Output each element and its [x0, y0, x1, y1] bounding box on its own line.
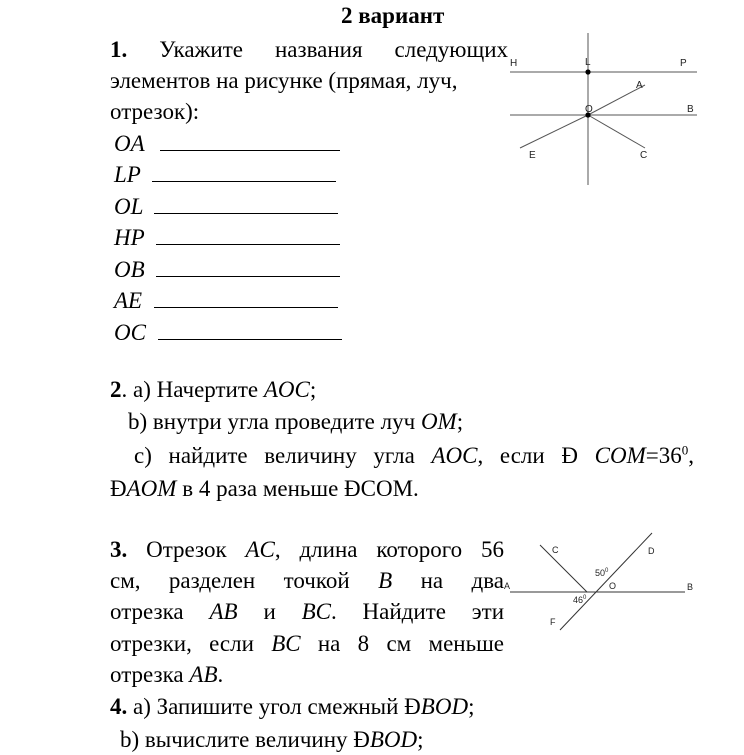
text: на два — [420, 568, 504, 593]
answer-row — [114, 222, 340, 253]
text: b) вычислите величину Ð — [120, 727, 370, 752]
text: . — [217, 662, 224, 687]
task-1-line-2: элементов на рисунке (прямая, луч, — [110, 68, 458, 93]
label-h: H — [510, 58, 518, 69]
answer-row — [114, 159, 336, 190]
text: отрезки, если — [110, 631, 272, 656]
point-l — [585, 69, 590, 74]
segment-name: AB — [209, 599, 238, 624]
label-e: E — [529, 150, 536, 161]
line-fd — [560, 533, 652, 630]
angle-name: AOC — [431, 443, 478, 468]
task-4-number: 4. — [110, 694, 128, 719]
answer-blank[interactable] — [154, 287, 338, 308]
text: ; — [309, 377, 317, 402]
answer-blank[interactable] — [152, 161, 336, 182]
text: ; — [456, 409, 464, 434]
text: отрезка — [110, 662, 190, 687]
angle-name: AOM — [126, 476, 177, 501]
task-3-figure — [500, 528, 700, 638]
task-2-line-a — [110, 374, 316, 405]
text: b) внутри угла проведите луч — [128, 409, 421, 434]
text: , — [688, 443, 695, 468]
task-1-line-1 — [110, 34, 508, 65]
answer-label: OC — [114, 320, 146, 345]
task-4-line-a — [110, 691, 474, 722]
line-cd — [540, 545, 587, 592]
angle-46: $46^0$ — [573, 595, 587, 605]
text: , если Ð — [477, 443, 578, 468]
label-o: O — [609, 581, 617, 591]
task-2-line-b — [128, 406, 463, 437]
label-a: A — [636, 80, 643, 91]
ray-name: OM — [420, 409, 457, 434]
ray-oc — [588, 115, 645, 148]
answer-row — [114, 254, 340, 285]
answer-blank[interactable] — [158, 319, 342, 340]
text: на 8 см меньше — [317, 631, 504, 656]
segment-name: AC — [245, 537, 275, 562]
task-3-line-3 — [110, 596, 504, 627]
task-2-line-c — [134, 440, 694, 471]
task-2-number: 2 — [110, 377, 122, 402]
task-2-line-d — [110, 473, 419, 504]
angle-name: COM — [594, 443, 646, 468]
angle-name: BOD — [420, 694, 469, 719]
angle-name: BOD — [369, 727, 418, 752]
label-c: C — [640, 150, 648, 161]
task-3-number: 3. — [110, 537, 128, 562]
text: ; — [468, 694, 475, 719]
task-1-text-1: Укажите названия следующих — [159, 37, 508, 62]
ray-oe — [520, 115, 588, 148]
task-3-line-1 — [110, 534, 504, 565]
label-d: D — [648, 546, 655, 556]
answer-label: AE — [114, 288, 143, 313]
segment-name: BC — [301, 599, 331, 624]
task-4-line-b — [120, 724, 424, 755]
answer-label: OB — [114, 257, 145, 282]
task-1-number: 1. — [110, 37, 128, 62]
task-3-line-2 — [110, 565, 504, 596]
answer-label: HP — [114, 225, 145, 250]
text: . а) Начертите — [121, 377, 264, 402]
angle-symbol: Ð — [110, 476, 127, 501]
label-l: L — [585, 57, 591, 68]
answer-blank[interactable] — [154, 193, 338, 214]
answer-blank[interactable] — [156, 224, 340, 245]
segment-name: BC — [271, 631, 301, 656]
answer-label: OA — [114, 131, 145, 156]
answer-row — [114, 285, 338, 316]
answer-label: LP — [114, 162, 141, 187]
text: . Найдите эти — [330, 599, 505, 624]
text: а) Запишите угол смежный Ð — [127, 694, 421, 719]
text: c) найдите величину угла — [134, 443, 432, 468]
segment-name: AB — [189, 662, 218, 687]
label-f: F — [550, 617, 556, 627]
task-3-line-5 — [110, 659, 223, 690]
label-a: A — [504, 581, 511, 591]
label-c: C — [552, 545, 559, 555]
answer-blank[interactable] — [156, 256, 340, 277]
label-b: B — [687, 582, 694, 592]
label-o: O — [585, 104, 593, 115]
answer-row — [114, 191, 338, 222]
text: , длина которого 56 — [274, 537, 504, 562]
text: Отрезок — [127, 537, 246, 562]
label-p: P — [680, 58, 687, 69]
text: отрезка — [110, 599, 210, 624]
point-name: B — [378, 568, 393, 593]
text: и — [263, 599, 302, 624]
angle-name: AOC — [263, 377, 310, 402]
answer-row — [114, 128, 340, 159]
text: ; — [417, 727, 424, 752]
text: =36 — [645, 443, 682, 468]
label-b: B — [687, 104, 694, 115]
text: см, разделен точкой — [110, 568, 379, 593]
text: в 4 раза меньше ÐCOM. — [176, 476, 419, 501]
task-3-line-4 — [110, 628, 504, 659]
page-title: 2 вариант — [341, 3, 445, 28]
task-1-line-3: отрезок): — [110, 99, 200, 124]
task-1-figure — [505, 28, 705, 193]
answer-blank[interactable] — [160, 130, 340, 151]
angle-50: $50^0$ — [595, 568, 609, 578]
answer-row — [114, 317, 342, 348]
answer-label: OL — [114, 194, 144, 219]
degree: 0 — [681, 442, 689, 458]
